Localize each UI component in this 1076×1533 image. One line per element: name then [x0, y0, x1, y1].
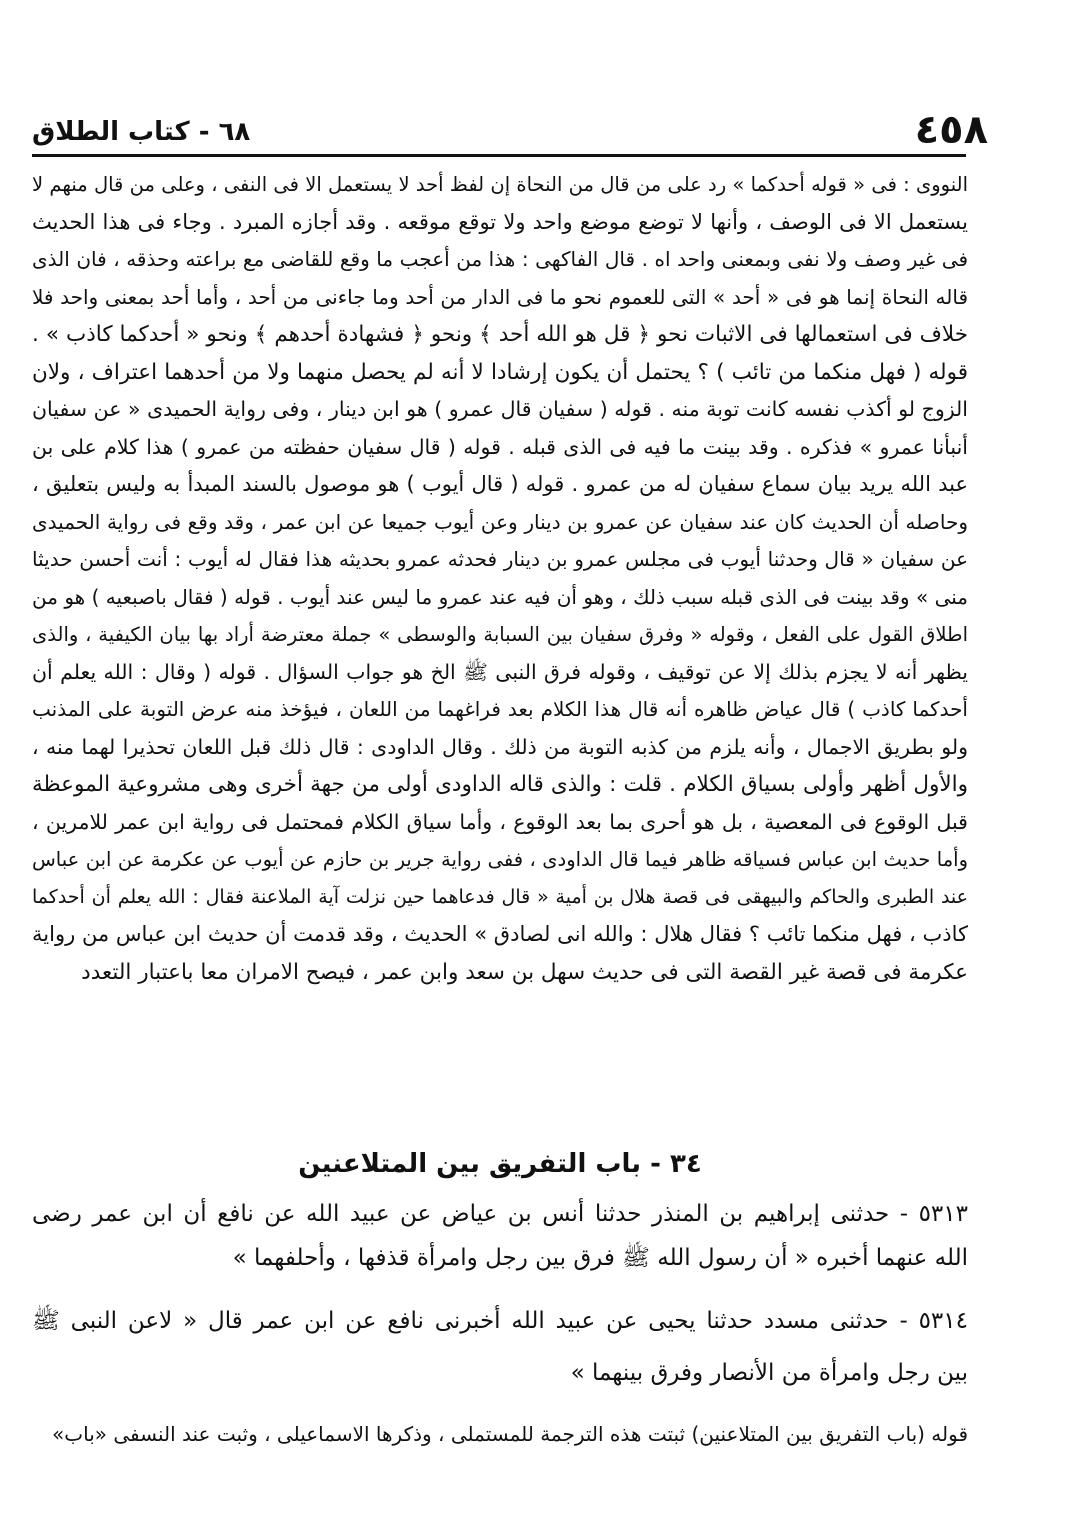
commentary-line: عند الطبرى والحاكم والبيهقى فى قصة هلال بن أمية « قال فدعاهما حين نزلت آية الملاعنة فقال : الله يعلم أن أحدكما: [32, 885, 968, 908]
commentary-line: قبل الوقوع فى المعصية ، بل هو أحرى بما بعد الوقوع ، وأما سياق الكلام فمحتمل فى رواية ابن عمر للامرين ،: [32, 809, 968, 834]
chapter-heading: ٣٤ - باب التفريق بين المتلاعنين: [298, 1149, 702, 1179]
commentary-line: قوله ( فهل منكما من تائب ) ؟ يحتمل أن يكون إرشادا لا أنه لم يحصل منهما ولا من أحدهما اعتراف ، ولان: [32, 359, 968, 385]
hadith-line: ٥٣١٣ - حدثنى إبراهيم بن المنذر حدثنا أنس بن عياض عن عبيد الله عن نافع أن ابن عمر رضى: [32, 1201, 968, 1227]
commentary-line: عن سفيان « قال وحدثنا أيوب فى مجلس عمرو بن دينار فحدثه عمرو بحديثه هذا فقال له أيوب : أنت أحسن حديثا: [32, 547, 968, 571]
commentary-line: وحاصله أن الحديث كان عند سفيان عن عمرو بن دينار وعن أيوب جميعا عن ابن عمر ، وقد وقع فى رواية الحميدى: [32, 509, 968, 534]
commentary-line: الزوج لو أكذب نفسه كانت توبة منه . قوله ( سفيان قال عمرو ) هو ابن دينار ، وفى رواية الحميدى « عن سفيان: [32, 397, 968, 421]
commentary-line: اطلاق القول على الفعل ، وقوله « وفرق سفيان بين السبابة والوسطى » جملة معترضة أراد بها بيان الكيفية ، والذى: [32, 623, 968, 646]
commentary-block: [32, 166, 968, 991]
hadith-5313: [32, 1192, 968, 1280]
commentary-line: فى غير وصف ولا نفى وبمعنى واحد اه . قال الفاكهى : هذا من أعجب ما وقع للقاضى مع براعته وحذقه ، فان الذى: [32, 247, 968, 271]
page-number: ٤٥٨: [914, 107, 988, 153]
commentary-line: كاذب ، فهل منكما تائب ؟ فقال هلال : والله انى لصادق » الحديث ، وقد قدمت أن حديث ابن عباس من رواية: [32, 922, 968, 946]
commentary-line: قوله (باب التفريق بين المتلاعنين) ثبتت هذه الترجمة للمستملى ، وذكرها الاسماعيلى ، وثبت عند النسفى «باب»: [52, 1422, 968, 1446]
commentary-line: عكرمة فى قصة غير القصة التى فى حديث سهل بن سعد وابن عمر ، فيصح الامران معا باعتبار التعدد: [81, 959, 968, 985]
commentary-line: يظهر أنه لا يجزم بذلك إلا عن توقيف ، وقوله فرق النبى ﷺ الخ هو جواب السؤال . قوله ( وقال : الله يعلم أن: [32, 659, 968, 684]
commentary-line: منى » وقد بينت فى الذى قبله سبب ذلك ، وهو أن فيه عند عمرو ما ليس عند أيوب . قوله ( فقال باصبعيه ) هو من: [32, 584, 968, 609]
commentary-line: النووى : فى « قوله أحدكما » رد على من قال من النحاة إن لفظ أحد لا يستعمل الا فى النفى ، وعلى من قال منهم لا: [32, 173, 968, 196]
commentary-line: أحدكما كاذب ) قال عياض ظاهره أنه قال هذا الكلام بعد فراغهما من اللعان ، فيؤخذ منه عرض التوبة على المذنب: [32, 697, 968, 721]
commentary-line: ولو بطريق الاجمال ، وأنه يلزم من كذبه التوبة من ذلك . وقال الداودى : قال ذلك قبل اللعان تحذيرا لهما منه ،: [32, 734, 968, 759]
hadith-line: الله عنهما أخبره « أن رسول الله ﷺ فرق بين رجل وامرأة قذفها ، وأحلفهما »: [232, 1245, 968, 1271]
page-header: [32, 104, 988, 156]
commentary-line: أنبأنا عمرو » فذكره . وقد بينت ما فيه فى الذى قبله . قوله ( قال سفيان حفظته من عمرو ) هذا كلام على بن: [32, 434, 968, 459]
hadith-line: ٥٣١٤ - حدثنى مسدد حدثنا يحيى عن عبيد الله أخبرنى نافع عن ابن عمر قال « لاعن النبى ﷺ: [32, 1308, 968, 1334]
hadith-5314: [32, 1295, 968, 1399]
commentary-line: يستعمل الا فى الوصف ، وأنها لا توضع موضع واحد ولا توقع موقعه . وقد أجازه المبرد . وجاء فى هذا الحديث: [32, 209, 968, 234]
commentary-line: عبد الله يريد بيان سماع سفيان له من عمرو . قوله ( قال أيوب ) هو موصول بالسند المبدأ به وليس بتعليق ،: [32, 472, 968, 496]
commentary-line: وأما حديث ابن عباس فسياقه ظاهر فيما قال الداودى ، ففى رواية جرير بن حازم عن أيوب عن عكرمة عن ابن عباس: [32, 848, 968, 871]
commentary-line: قاله النحاة إنما هو فى « أحد » التى للعموم نحو ما فى الدار من أحد وما جاءنى من أحد ، وأما أحد بمعنى واحد فلا: [32, 284, 968, 309]
header-rule: [32, 154, 966, 157]
hadith-line: بين رجل وامرأة من الأنصار وفرق بينهما »: [570, 1360, 968, 1386]
commentary-line: خلاف فى استعمالها فى الاثبات نحو ﴿ قل هو الله أحد ﴾ ونحو ﴿ فشهادة أحدهم ﴾ ونحو « أحدكما كاذب » .: [32, 322, 968, 347]
closing-commentary: [32, 1412, 968, 1456]
running-title: ٦٨ - كتاب الطلاق: [32, 117, 251, 147]
commentary-line: والأول أظهر وأولى بسياق الكلام . قلت : والذى قاله الداودى أولى من جهة أخرى وهى مشروعية الموعظة: [32, 772, 968, 797]
